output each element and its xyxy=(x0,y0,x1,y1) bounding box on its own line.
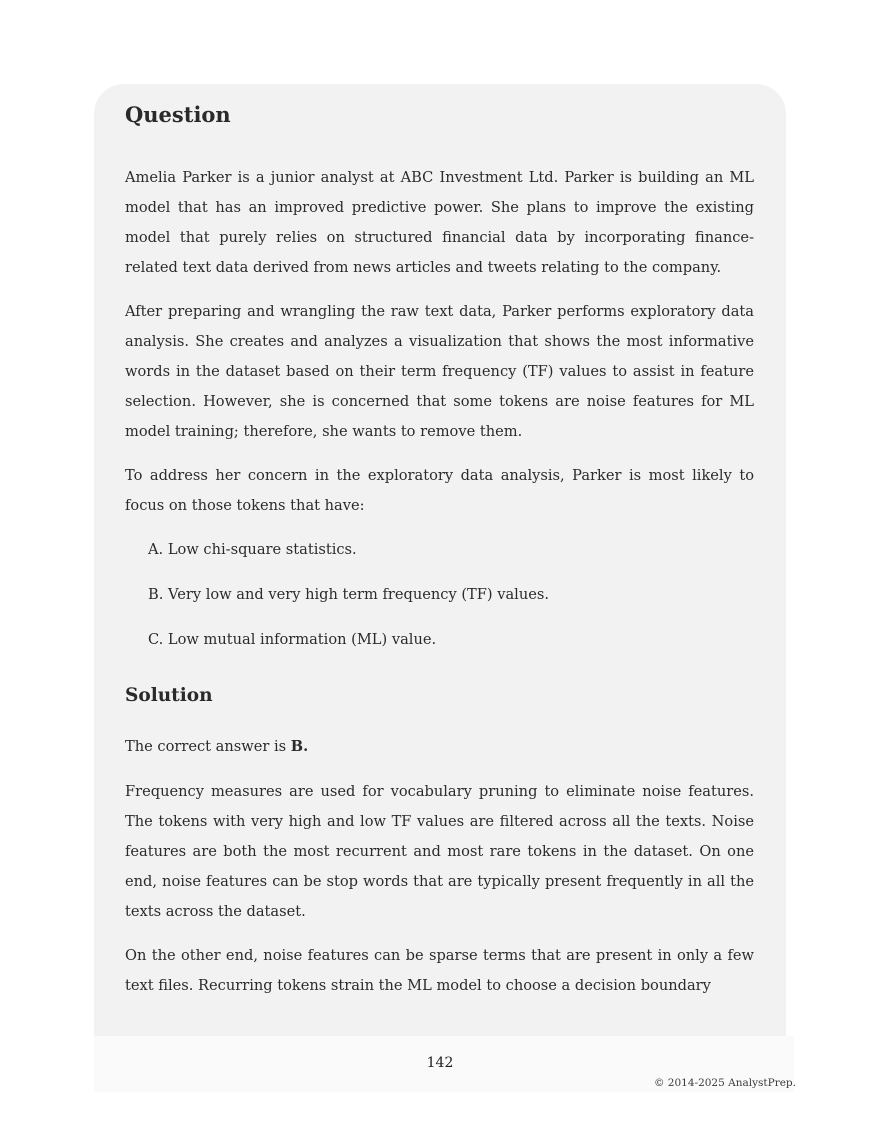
question-paragraph: To address her concern in the exploratory data analysis, Parker is most likely to focus on those tokens that have: xyxy=(125,467,754,514)
copyright-notice: © 2014-2025 AnalystPrep. xyxy=(653,1077,796,1089)
answer-option-b: B. Very low and very high term frequency (TF) values. xyxy=(148,586,550,603)
solution-paragraph: Frequency measures are used for vocabulary pruning to eliminate noise features. The tokens with very high and low TF values are filtered across all the texts. Noise features are both the most recurrent and most rare tokens in the dataset. On one end, noise features can be stop words that are typically present frequently in all the texts across the dataset. xyxy=(125,783,754,920)
answer-letter: B. xyxy=(290,738,309,755)
answer-option-a: A. Low chi-square statistics. xyxy=(148,541,357,558)
question-heading: Question xyxy=(125,102,231,127)
correct-answer-line xyxy=(125,732,754,762)
question-card xyxy=(94,84,786,1036)
question-paragraph: Amelia Parker is a junior analyst at ABC Investment Ltd. Parker is building an ML model that has an improved predictive power. She plans to improve the existing model that purely relies on structured financial data by incorporating finance-related text data derived from news articles and tweets relating to the company. xyxy=(125,169,754,276)
question-paragraph: After preparing and wrangling the raw text data, Parker performs exploratory data analysis. She creates and analyzes a visualization that shows the most informative words in the dataset based on their term frequency (TF) values to assist in feature selection. However, she is concerned that some tokens are noise features for ML model training; therefore, she wants to remove them. xyxy=(125,303,754,440)
solution-paragraph: On the other end, noise features can be sparse terms that are present in only a few text files. Recurring tokens strain the ML model to choose a decision boundary xyxy=(125,947,754,994)
solution-heading: Solution xyxy=(125,685,213,706)
page-number: 142 xyxy=(426,1055,454,1071)
answer-prefix: The correct answer is xyxy=(125,738,291,755)
answer-option-c: C. Low mutual information (ML) value. xyxy=(148,631,437,648)
